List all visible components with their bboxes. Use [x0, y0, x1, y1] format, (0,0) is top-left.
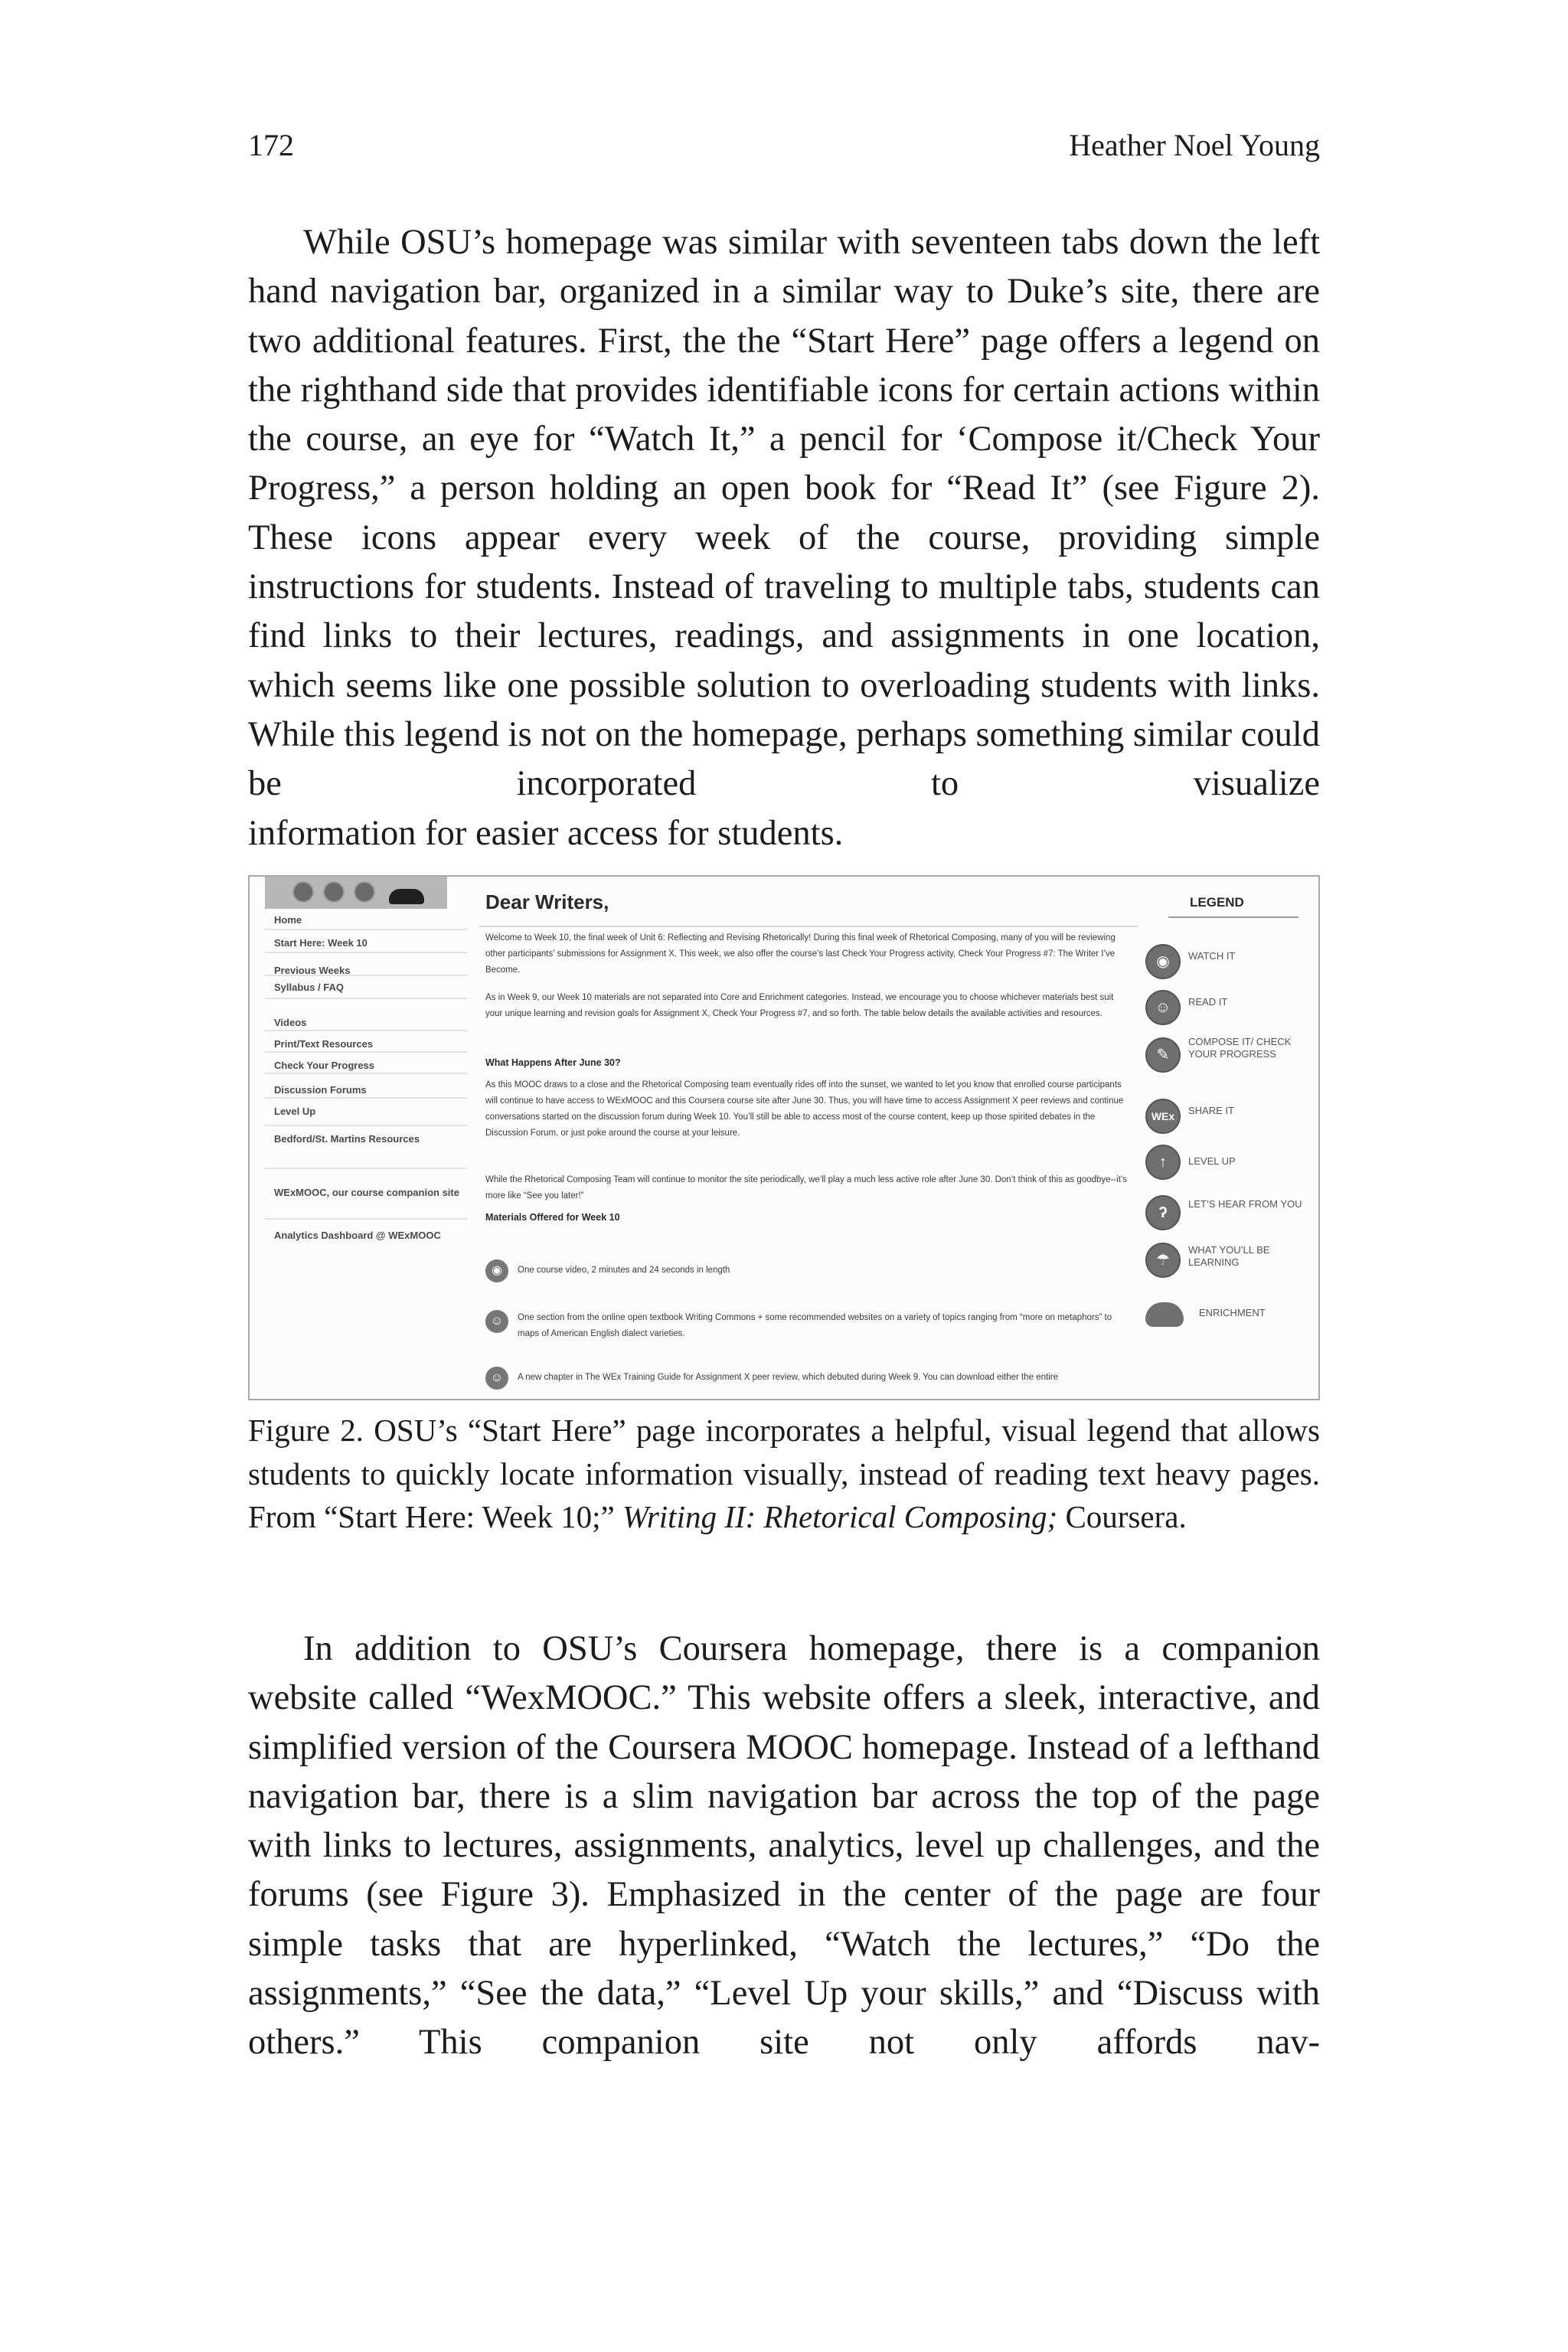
body-paragraph-1 — [248, 218, 1320, 858]
eye-icon: ◉ — [485, 1259, 508, 1282]
eye-icon: ◉ — [1145, 944, 1181, 979]
banner-icon — [292, 881, 314, 903]
after-june-text: As this MOOC draws to a close and the Rhetorical Composing team eventually rides off into the sunset, we wanted to let you know that enrolled course participants will continue to have access to WExMOOC and this Coursera course site after June 30. Thus, you will have time to access Assignment X peer reviews and continue conversations started on the discussion forum during Week 10. You’ll still be able to access most of the course content, keep up those spirited debates in the Discussion Forum, or just poke around the course at your leisure. — [485, 1080, 1124, 1138]
nav-item-start-here[interactable]: Start Here: Week 10 — [265, 930, 467, 953]
nav-item-analytics-dashboard[interactable]: Analytics Dashboard @ WExMOOC — [274, 1230, 441, 1241]
nav-item-previous-weeks[interactable]: Previous Weeks — [265, 958, 467, 976]
nav-header-banner — [265, 877, 447, 909]
legend-item-share: WEx SHARE IT — [1145, 1096, 1318, 1138]
nav-item-syllabus[interactable]: Syllabus / FAQ — [265, 976, 467, 999]
divider — [479, 926, 1138, 927]
running-head-author: Heather Noel Young — [1069, 128, 1320, 162]
nav-list — [265, 909, 467, 1253]
material-text: One section from the online open textbook Writing Commons + some recommended websites on a variety of topics ranging from “more on metaphors” to maps of American English dialect varieties. — [518, 1313, 1112, 1338]
nav-item-bedford-resources[interactable]: Bedford/St. Martins Resources — [265, 1126, 467, 1169]
intro-text: Welcome to Week 10, the final week of Unit 6: Reflecting and Revising Rhetorically! During this final week of Rhetorical Composing, many of you will be reviewing other participants’ submissions for Assignment X. This week, we also offer the course’s last Check Your Progress activity, Check Your Progress #7: The Writer I’ve Become. — [485, 933, 1116, 975]
ear-icon: ʔ — [1145, 1195, 1181, 1230]
banner-icon — [354, 881, 375, 903]
paragraph-1-text: While OSU’s homepage was similar with seventeen tabs down the left hand navigation bar, organized in a similar way to Duke’s site, there are two additional features. First, the the “Start Here” page offers a legend on the righthand side that provides identifiable icons for certain actions within the course, an eye for “Watch It,” a pencil for ‘Compose it/Check Your Progress,” a person holding an open book for “Read It” (see Figure 2). These icons appear every week of the course, providing simple instructions for students. Instead of traveling to multiple tabs, students can find links to their lectures, readings, and assignments in one location, which seems like one possible solution to overloading students with links. While this legend is not on the homepage, perhaps something similar could be incorporated to visualize — [248, 223, 1320, 804]
nav-item-check-progress[interactable]: Check Your Progress — [265, 1053, 467, 1074]
material-video[interactable] — [485, 1259, 1136, 1284]
legend-item-learning: ☂ WHAT YOU’LL BE LEARNING — [1145, 1240, 1318, 1282]
legend-item-compose: ✎ COMPOSE IT/ CHECK YOUR PROGRESS — [1145, 1034, 1318, 1088]
figure-2-screenshot — [248, 875, 1320, 1400]
pencil-icon: ✎ — [1145, 1037, 1181, 1073]
materials-heading: Materials Offered for Week 10 — [485, 1212, 620, 1223]
banner-figure-icon — [389, 889, 424, 904]
material-reading[interactable] — [485, 1310, 1136, 1359]
legend-item-watch: ◉ WATCH IT — [1145, 941, 1318, 984]
material-chapter[interactable] — [485, 1367, 1136, 1391]
week9-text: As in Week 9, our Week 10 materials are not separated into Core and Enrichment categories. Instead, we encourage you to choose whichever materials best suit your unique learning and revision goals for Assignment X, Check Your Progress #7, and so forth. The table below details the available activities and resources. — [485, 993, 1114, 1018]
legend-item-hear: ʔ LET’S HEAR FROM YOU — [1145, 1192, 1318, 1235]
legend-underline — [1168, 916, 1298, 918]
arrow-up-icon: ↑ — [1145, 1145, 1181, 1180]
body-paragraph-2 — [248, 1625, 1320, 2068]
left-navigation-bar — [265, 877, 467, 1400]
reader-icon: ☺ — [485, 1367, 508, 1390]
cloud-icon — [1145, 1302, 1184, 1327]
legend-item-level-up: ↑ LEVEL UP — [1145, 1142, 1318, 1184]
paragraph-2-text: In addition to OSU’s Coursera homepage, there is a companion website called “WexMOOC.” This website offers a sleek, interactive, and simplified version of the Coursera MOOC homepage. Instead of a lefthand navigation bar, there is a slim navigation bar across the top of the page with links to lectures, assignments, analytics, level up challenges, and the forums (see Figure 3). Emphasized in the center of the page are four simple tasks that are hyperlinked, “Watch the lectures,” “Do the assignments,” “See the data,” “Level Up your skills,” and “Discuss with others.” This companion site not only affords nav- — [248, 1629, 1320, 2063]
greeting-heading: Dear Writers, — [485, 890, 609, 913]
legend-item-read: ☺ READ IT — [1145, 987, 1318, 1030]
running-header — [248, 127, 1320, 170]
legend-title: LEGEND — [1190, 895, 1244, 910]
umbrella-icon: ☂ — [1145, 1243, 1181, 1278]
after-june-heading: What Happens After June 30? — [485, 1057, 621, 1068]
monitor-text: While the Rhetorical Composing Team will continue to monitor the site periodically, we’ll play a much less active role after June 30. Don’t think of this as goodbye--it’s more like “See you later!” — [485, 1175, 1127, 1200]
reader-icon: ☺ — [1145, 990, 1181, 1025]
figure-caption: Figure 2. OSU’s “Start Here” page incorporates a helpful, visual legend that allows students to quickly locate information visually, instead of reading text heavy pages. From “Start Here: Week 10;” Writing II: Rhetorical Composing; Coursera. — [248, 1413, 1320, 1534]
nav-item-discussion-forums[interactable]: Discussion Forums — [265, 1077, 467, 1099]
material-text: A new chapter in The WEx Training Guide for Assignment X peer review, which debuted during Week 9. You can download either the entire — [518, 1373, 1058, 1382]
wex-icon: WEx — [1145, 1099, 1181, 1134]
page-number: 172 — [248, 128, 294, 162]
nav-item-print-resources[interactable]: Print/Text Resources — [265, 1031, 467, 1053]
legend-panel — [1145, 877, 1318, 1400]
nav-item-home[interactable]: Home — [265, 909, 467, 930]
material-text: One course video, 2 minutes and 24 seconds in length — [518, 1266, 730, 1275]
nav-item-wexmooc[interactable]: WExMOOC, our course companion site — [265, 1175, 467, 1220]
legend-item-enrichment: ENRICHMENT — [1145, 1293, 1318, 1336]
start-here-content — [479, 877, 1138, 1400]
paragraph-1-last-line: information for easier access for students. — [248, 813, 844, 853]
reader-icon: ☺ — [485, 1310, 508, 1333]
nav-item-videos[interactable]: Videos — [265, 1010, 467, 1031]
nav-item-level-up[interactable]: Level Up — [265, 1099, 467, 1126]
banner-icon — [323, 881, 345, 903]
